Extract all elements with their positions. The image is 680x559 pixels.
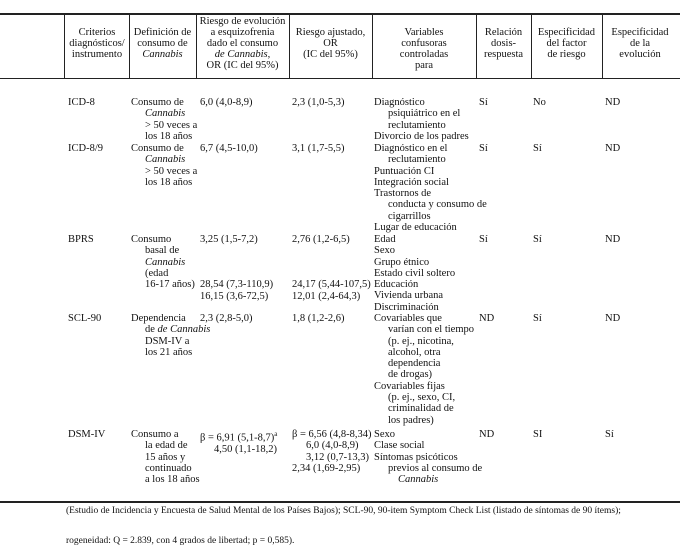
table-row-esp-evolucion: ND bbox=[605, 143, 621, 154]
header-riesgo-ajustado: Riesgo ajustado, OR (IC del 95%) bbox=[295, 27, 366, 60]
table-row-esp-factor: No bbox=[533, 97, 546, 108]
table-row-ajustado: 1,8 (1,2-2,6) bbox=[292, 313, 345, 324]
table-row-variables: Covariables que varían con el tiempo (p. ej., nicotina, alcohol, otra dependencia de drogas) Covariables fijas (p. ej., sexo, CI, criminalidad de los padres) bbox=[374, 313, 475, 426]
table-row-definicion: Consumo de Cannabis > 50 veces a los 18 años bbox=[131, 97, 198, 142]
table-row-riesgo: β = 6,91 $(5,1-8,7)^a$ 4,50 (1,1-18,2) bbox=[200, 430, 278, 455]
table-row-riesgo: 2,3 (2,8-5,0) bbox=[200, 313, 253, 324]
header-especificidad-factor: Especificidad del factor de riesgo bbox=[537, 27, 596, 60]
table-row-riesgo: 3,25 (1,5-7,2) 28,54 (7,3-110,9) 16,15 (3,6-72,5) bbox=[200, 234, 274, 302]
table-row-definicion: Consumo a la edad de 15 años y continuado a los 18 años bbox=[131, 429, 200, 486]
table-row-definicion: Consumo basal de Cannabis (edad 16-17 años) bbox=[131, 234, 195, 291]
table-row-esp-evolucion: Sí bbox=[605, 429, 614, 440]
table-row-relacion: ND bbox=[479, 313, 495, 324]
table-row-variables: Sexo Clase social Síntomas psicóticos previos al consumo de Cannabis bbox=[374, 429, 483, 486]
table-row-relacion: Sí bbox=[479, 143, 488, 154]
table-bottom-rule bbox=[0, 501, 680, 503]
table-row-ajustado: 2,76 (1,2-6,5) 24,17 (5,44-107,5) 12,01 (2,4-64,3) bbox=[292, 234, 371, 302]
table-row-definicion: Consumo de Cannabis > 50 veces a los 18 años bbox=[131, 143, 198, 188]
table-row-ajustado: 3,1 (1,7-5,5) bbox=[292, 143, 345, 154]
header-bottom-rule bbox=[0, 78, 680, 79]
table-row-relacion: ND bbox=[479, 429, 495, 440]
table-row-definicion: Dependencia de de Cannabis DSM-IV a los 21 años bbox=[131, 313, 211, 358]
table-row-esp-factor: Sí bbox=[533, 313, 542, 324]
header-especificidad-evolucion: Especificidad de la evolución bbox=[611, 27, 669, 60]
header-definicion: Definición de consumo de Cannabis bbox=[133, 27, 192, 60]
table-row-esp-evolucion: ND bbox=[605, 97, 621, 108]
table-row-relacion: Sí bbox=[479, 234, 488, 245]
footnote-abbreviations: (Estudio de Incidencia y Encuesta de Salud Mental de los Países Bajos); SCL-90, 90-item Symptom Check List (listado de síntomas de 90 ítems); bbox=[66, 506, 621, 516]
header-variables: Variables confusoras controladas para bbox=[399, 27, 449, 71]
header-criterios: Criterios diagnósticos/ instrumento bbox=[69, 27, 125, 60]
table-top-rule bbox=[0, 13, 680, 15]
table-row-criterio: ICD-8 bbox=[68, 97, 95, 108]
table-row-esp-factor: SI bbox=[533, 429, 543, 440]
table-row-esp-evolucion: ND bbox=[605, 234, 621, 245]
table-row-criterio: DSM-IV bbox=[68, 429, 106, 440]
table-row-riesgo: 6,0 (4,0-8,9) bbox=[200, 97, 253, 108]
footnote-heterogeneity: rogeneidad: Q = 2.839, con 4 grados de libertad; p = 0,585). bbox=[66, 536, 295, 546]
table-row-esp-evolucion: ND bbox=[605, 313, 621, 324]
table-row-criterio: ICD-8/9 bbox=[68, 143, 103, 154]
table-row-variables: Diagnóstico psiquiátrico en el reclutamiento Divorcio de los padres bbox=[374, 97, 469, 142]
table-row-esp-factor: Sí bbox=[533, 143, 542, 154]
table-row-riesgo: 6,7 (4,5-10,0) bbox=[200, 143, 258, 154]
table-row-relacion: Sí bbox=[479, 97, 488, 108]
table-row-ajustado: 2,3 (1,0-5,3) bbox=[292, 97, 345, 108]
table-row-variables: Edad Sexo Grupo étnico Estado civil soltero Educación Vivienda urbana Discriminación bbox=[374, 234, 456, 313]
header-riesgo-evolucion: Riesgo de evolución a esquizofrenia dado el consumo de Cannabis, OR (IC del 95%) bbox=[199, 16, 286, 71]
table-row-ajustado: β = 6,56 (4,8-8,34) 6,0 (4,0-8,9) 3,12 (0,7-13,3) 2,34 (1,69-2,95) bbox=[292, 429, 372, 474]
table-row-criterio: SCL-90 bbox=[68, 313, 102, 324]
table-row-esp-factor: Sí bbox=[533, 234, 542, 245]
table-row-variables: Diagnóstico en el reclutamiento Puntuación CI Integración social Trastornos de conducta y consumo de cigarrillos Lugar de educación bbox=[374, 143, 487, 234]
header-relacion: Relación dosis- respuesta bbox=[483, 27, 524, 60]
table-row-criterio: BPRS bbox=[68, 234, 94, 245]
